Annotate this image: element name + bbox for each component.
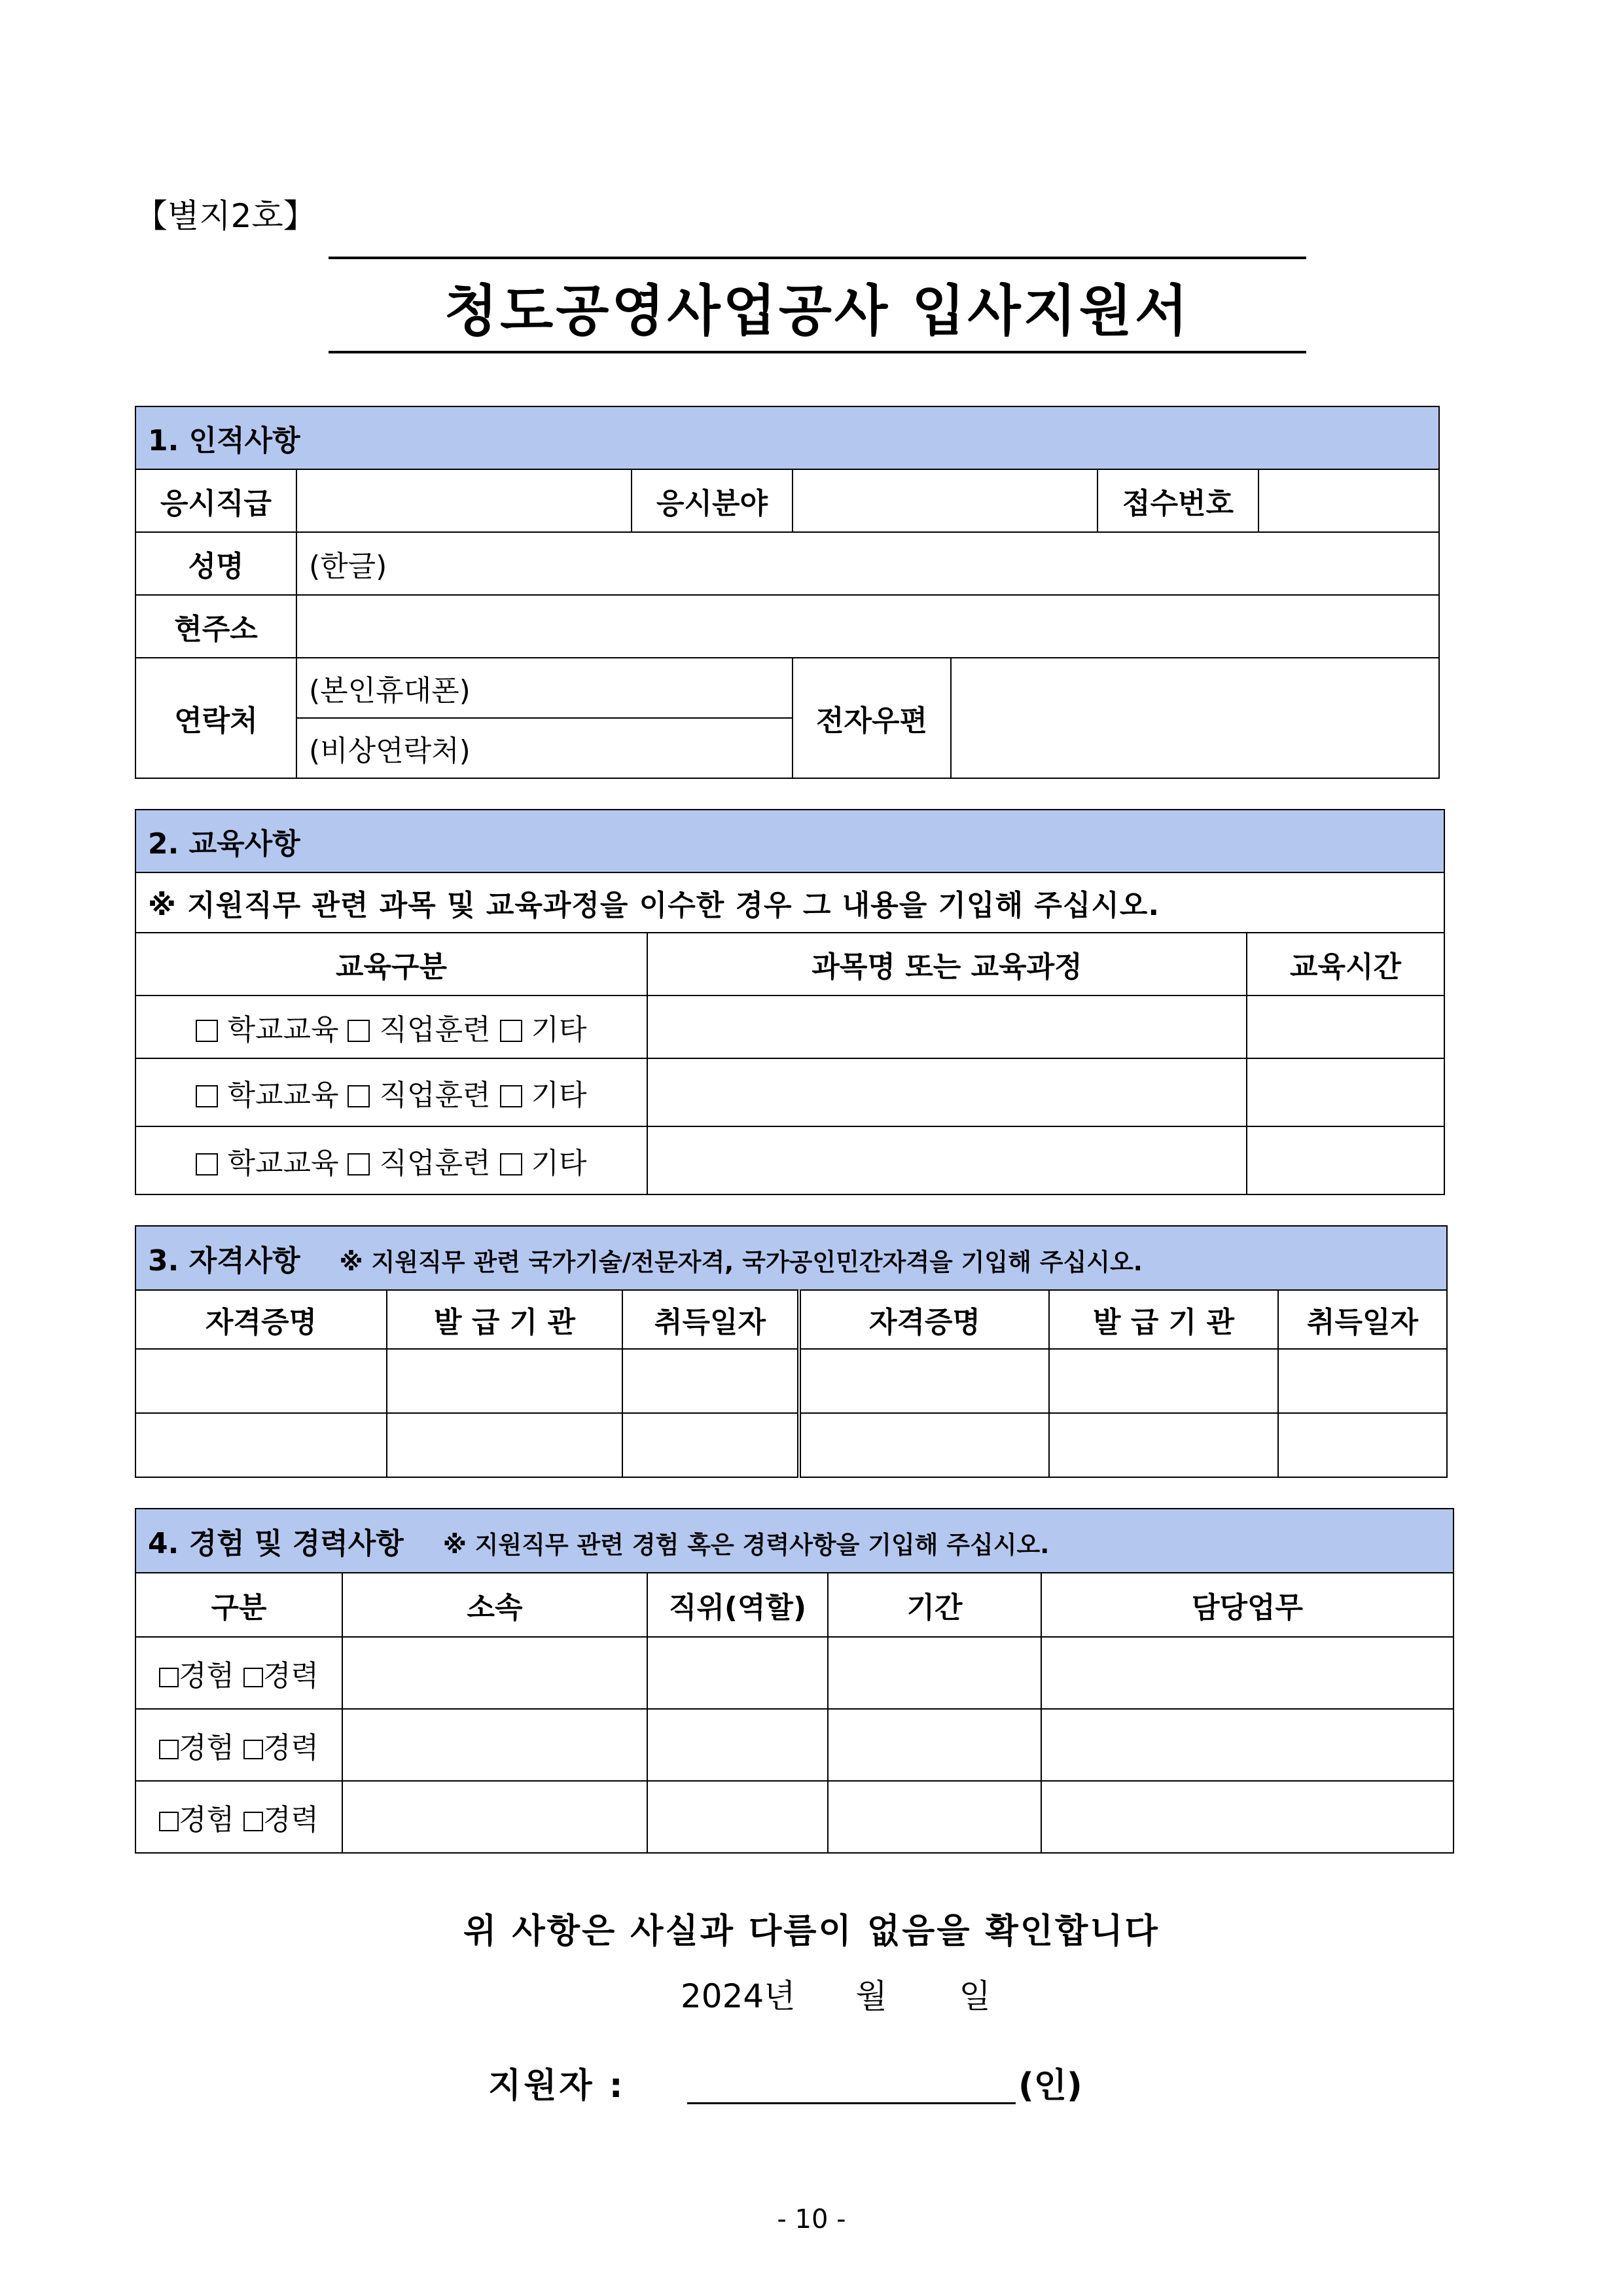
address-input[interactable] [296,595,1439,658]
cert-name-input[interactable] [135,1413,387,1477]
other-checkbox[interactable] [500,1020,522,1042]
duty-input[interactable] [1041,1709,1454,1781]
experience-checkbox[interactable] [159,1668,179,1687]
period-input[interactable] [828,1709,1041,1781]
confirmation-statement: 위 사항은 사실과 다름이 없음을 확인합니다 [463,1912,1160,1951]
experience-type-options [135,1781,342,1853]
other-option-label: 기타 [531,1147,587,1180]
date-day: 일 [959,1977,991,2015]
name-label: 성명 [135,532,296,595]
mobile-input[interactable] [296,658,793,718]
course-input[interactable] [647,1058,1247,1126]
acquired-date-input[interactable] [1278,1349,1447,1413]
receipt-no-input[interactable] [1258,469,1439,532]
acquired-date-input[interactable] [1278,1413,1447,1477]
school-option-label: 학교교육 [227,1013,339,1047]
issuer-input[interactable] [387,1349,622,1413]
table-row [135,1781,1454,1853]
period-input[interactable] [828,1637,1041,1709]
experience-type-options [135,1637,342,1709]
col-acquired-date: 취득일자 [622,1290,799,1349]
course-input[interactable] [647,996,1247,1058]
issuer-input[interactable] [1049,1413,1278,1477]
education-type-options [135,1126,647,1194]
position-input[interactable] [647,1637,828,1709]
exam-field-input[interactable] [793,469,1097,532]
col-education-type: 교육구분 [135,933,647,996]
career-checkbox[interactable] [243,1668,263,1687]
signature-line[interactable] [687,2102,1016,2104]
experience-checkbox[interactable] [159,1812,179,1831]
other-option-label: 기타 [531,1013,587,1047]
section-4-header [135,1509,1454,1573]
section-2-header: 2. 교육사항 [135,810,1444,872]
col-period: 기간 [828,1573,1041,1637]
col-cert-name: 자격증명 [135,1290,387,1349]
table-row [135,1637,1454,1709]
emergency-hint: (비상연락처) [309,734,471,768]
applicant-label: 지원자 : [488,2066,626,2106]
col-duty: 담당업무 [1041,1573,1454,1637]
organization-input[interactable] [342,1781,647,1853]
annex-label: 【별지2호】 [135,197,316,235]
page-title: 청도공영사업공사 입사지원서 [444,279,1191,343]
name-hint: (한글) [309,550,387,583]
date-year: 2024년 [681,1977,796,2015]
title-top-line [329,257,1306,259]
table-row [135,996,1444,1058]
vocational-checkbox[interactable] [348,1085,370,1107]
col-hours: 교육시간 [1247,933,1444,996]
duty-input[interactable] [1041,1637,1454,1709]
personal-info-table [135,406,1440,779]
duty-input[interactable] [1041,1781,1454,1853]
table-row [135,1413,1447,1477]
certificate-note: ※ 지원직무 관련 국가기술/전문자격, 국가공인민간자격을 기입해 주십시오. [339,1248,1143,1276]
experience-checkbox[interactable] [159,1740,179,1759]
exam-grade-input[interactable] [296,469,632,532]
issuer-input[interactable] [387,1413,622,1477]
other-checkbox[interactable] [500,1085,522,1107]
vocational-option-label: 직업훈련 [379,1013,491,1047]
address-label: 현주소 [135,595,296,658]
emergency-contact-input[interactable] [296,718,793,778]
col-position: 직위(역할) [647,1573,828,1637]
position-input[interactable] [647,1709,828,1781]
school-checkbox[interactable] [196,1085,218,1107]
experience-type-options [135,1709,342,1781]
col-type: 구분 [135,1573,342,1637]
acquired-date-input[interactable] [622,1413,799,1477]
vocational-option-label: 직업훈련 [379,1079,491,1112]
contact-label: 연락처 [135,658,296,778]
education-type-options [135,996,647,1058]
career-option-label: 경력 [263,1803,319,1837]
other-checkbox[interactable] [500,1153,522,1175]
section-3-header [135,1226,1447,1290]
section-1-header: 1. 인적사항 [135,406,1439,469]
education-type-options [135,1058,647,1126]
organization-input[interactable] [342,1709,647,1781]
email-input[interactable] [951,658,1439,778]
experience-table [135,1508,1454,1854]
email-label: 전자우편 [793,658,951,778]
mobile-hint: (본인휴대폰) [309,674,471,708]
col-course: 과목명 또는 교육과정 [647,933,1247,996]
experience-option-label: 경험 [178,1731,234,1765]
cert-name-input[interactable] [135,1349,387,1413]
career-checkbox[interactable] [243,1740,263,1759]
title-bottom-line [329,351,1306,353]
education-table [135,809,1445,1195]
period-input[interactable] [828,1781,1041,1853]
career-option-label: 경력 [263,1731,319,1765]
career-checkbox[interactable] [243,1812,263,1831]
date-month: 월 [855,1977,887,2015]
cert-name-input[interactable] [799,1413,1049,1477]
career-option-label: 경력 [263,1659,319,1693]
acquired-date-input[interactable] [622,1349,799,1413]
col-issuer-2: 발 급 기 관 [1049,1290,1278,1349]
exam-field-label: 응시분야 [632,469,793,532]
school-option-label: 학교교육 [227,1147,339,1180]
receipt-no-label: 접수번호 [1097,469,1258,532]
name-input[interactable] [296,532,1439,595]
table-row [135,1709,1454,1781]
school-option-label: 학교교육 [227,1079,339,1112]
table-row [135,1058,1444,1126]
school-checkbox[interactable] [196,1153,218,1175]
other-option-label: 기타 [531,1079,587,1112]
table-row [135,1349,1447,1413]
education-note: ※ 지원직무 관련 과목 및 교육과정을 이수한 경우 그 내용을 기입해 주십시오. [135,872,1444,933]
vocational-checkbox[interactable] [348,1153,370,1175]
col-issuer: 발 급 기 관 [387,1290,622,1349]
date-line [681,1970,991,2017]
course-input[interactable] [647,1126,1247,1194]
issuer-input[interactable] [1049,1349,1278,1413]
section-3-title: 3. 자격사항 [148,1244,300,1278]
col-organization: 소속 [342,1573,647,1637]
experience-option-label: 경험 [178,1659,234,1693]
seal-label: (인) [1018,2066,1082,2106]
organization-input[interactable] [342,1637,647,1709]
hours-input[interactable] [1247,996,1444,1058]
cert-name-input[interactable] [799,1349,1049,1413]
col-acquired-date-2: 취득일자 [1278,1290,1447,1349]
exam-grade-label: 응시직급 [135,469,296,532]
section-4-title: 4. 경험 및 경력사항 [148,1527,404,1560]
certificate-table [135,1225,1448,1478]
hours-input[interactable] [1247,1126,1444,1194]
hours-input[interactable] [1247,1058,1444,1126]
vocational-checkbox[interactable] [348,1020,370,1042]
position-input[interactable] [647,1781,828,1853]
vocational-option-label: 직업훈련 [379,1147,491,1180]
page-number: - 10 - [777,2204,846,2234]
school-checkbox[interactable] [196,1020,218,1042]
experience-note: ※ 지원직무 관련 경험 혹은 경력사항을 기입해 주십시오. [442,1531,1050,1559]
col-cert-name-2: 자격증명 [799,1290,1049,1349]
table-row [135,1126,1444,1194]
experience-option-label: 경험 [178,1803,234,1837]
